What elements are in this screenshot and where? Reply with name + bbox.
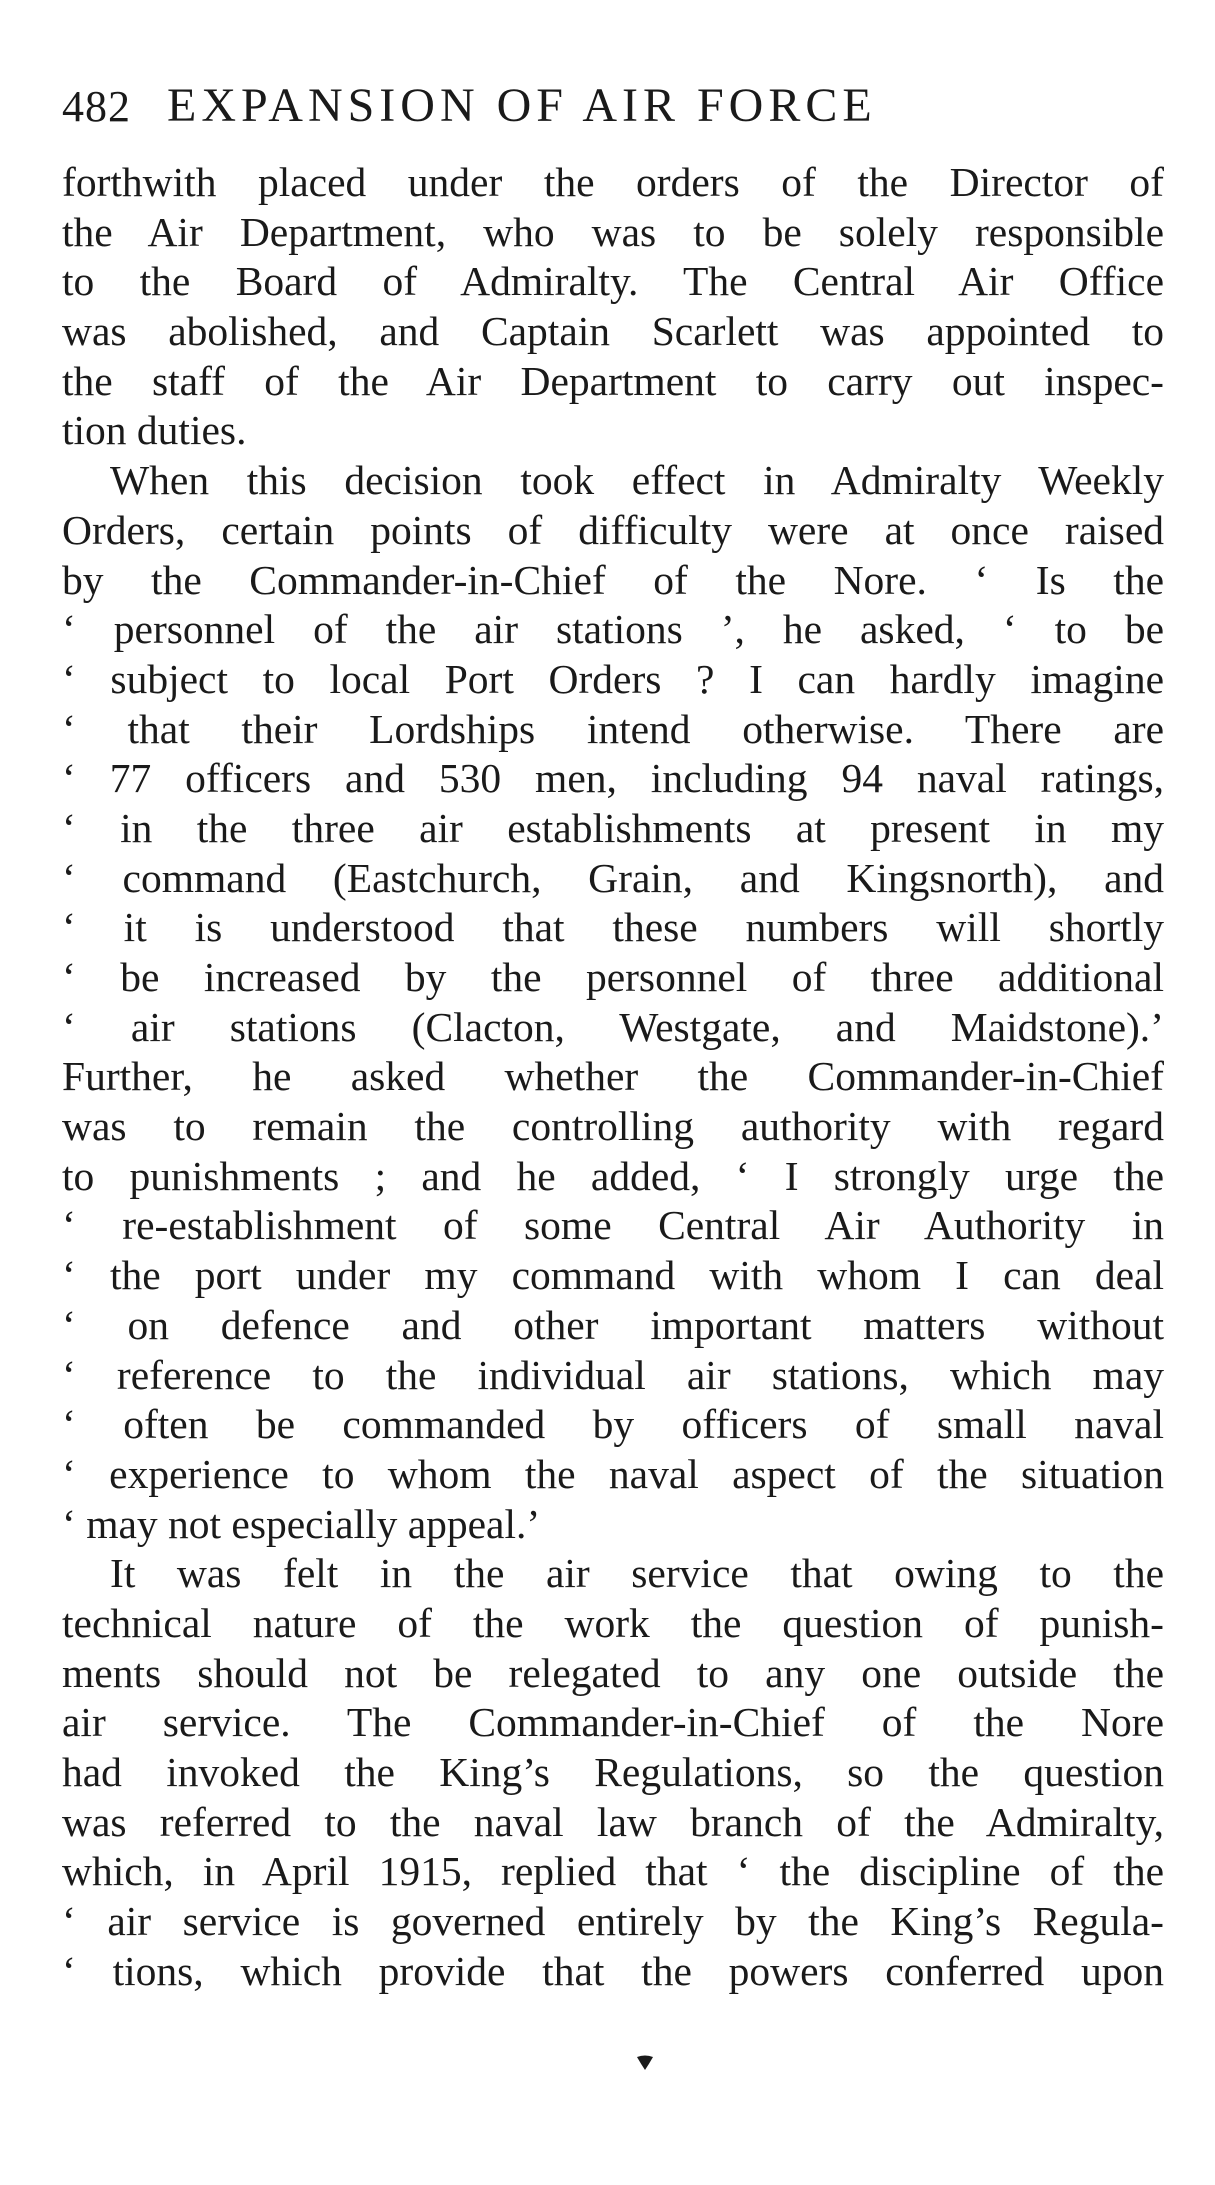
text-line: was abolished, and Captain Scarlett was appointed to xyxy=(62,308,1164,355)
leaf-ornament-icon xyxy=(636,2054,654,2072)
paragraph-1 xyxy=(62,158,1164,456)
text-line: to the Board of Admiralty. The Central Air Office xyxy=(62,258,1164,305)
text-line: Orders, certain points of difficulty were at once raised xyxy=(62,506,1164,553)
text-line: was referred to the naval law branch of the Admiralty, xyxy=(62,1798,1164,1845)
text-line: ‘ the port under my command with whom I can deal xyxy=(62,1252,1164,1299)
text-line: When this decision took effect in Admiralty Weekly xyxy=(110,457,1164,504)
page-header xyxy=(62,78,877,138)
text-line: ‘ 77 officers and 530 men, including 94 naval ratings, xyxy=(62,755,1164,802)
text-line: ‘ experience to whom the naval aspect of the situation xyxy=(62,1450,1164,1497)
paragraph-3 xyxy=(62,1549,1164,1996)
text-line: by the Commander-in-Chief of the Nore. ‘ Is the xyxy=(62,556,1164,603)
text-line: air service. The Commander-in-Chief of the Nore xyxy=(62,1699,1164,1746)
text-line: ments should not be relegated to any one outside the xyxy=(62,1649,1164,1696)
text-line: tion duties. xyxy=(62,407,247,454)
text-line: which, in April 1915, replied that ‘ the discipline of the xyxy=(62,1848,1164,1895)
text-line: technical nature of the work the question of punish- xyxy=(62,1599,1164,1646)
text-line: Further, he asked whether the Commander-in-Chief xyxy=(62,1053,1164,1100)
text-line: ‘ tions, which provide that the powers conferred upon xyxy=(62,1947,1164,1994)
paragraph-2 xyxy=(62,456,1164,1549)
text-line: ‘ on defence and other important matters without xyxy=(62,1301,1164,1348)
text-line: ‘ in the three air establishments at present in my xyxy=(62,804,1164,851)
text-line: ‘ subject to local Port Orders ? I can hardly imagine xyxy=(62,655,1164,702)
text-line: ‘ air service is governed entirely by the King’s Regula- xyxy=(62,1898,1164,1945)
text-line: the Air Department, who was to be solely responsible xyxy=(62,208,1164,255)
text-line: ‘ personnel of the air stations ’, he asked, ‘ to be xyxy=(62,606,1164,653)
body-text xyxy=(62,158,1164,1996)
text-line: the staff of the Air Department to carry out inspec- xyxy=(62,357,1164,404)
text-line: had invoked the King’s Regulations, so the question xyxy=(62,1749,1164,1795)
running-title: EXPANSION OF AIR FORCE xyxy=(167,79,877,132)
text-line: to punishments ; and he added, ‘ I strongly urge the xyxy=(62,1152,1164,1199)
text-line: ‘ that their Lordships intend otherwise. There are xyxy=(62,705,1164,752)
page-number: 482 xyxy=(62,82,131,131)
text-line: ‘ air stations (Clacton, Westgate, and Maidstone).’ xyxy=(62,1003,1164,1050)
text-line: was to remain the controlling authority with regard xyxy=(62,1103,1164,1150)
text-line: ‘ command (Eastchurch, Grain, and Kingsnorth), and xyxy=(62,854,1164,901)
text-line: ‘ re-establishment of some Central Air Authority in xyxy=(62,1202,1164,1249)
text-line: ‘ may not especially appeal.’ xyxy=(62,1500,541,1547)
text-line: ‘ reference to the individual air stations, which may xyxy=(62,1351,1164,1398)
text-line: ‘ often be commanded by officers of small naval xyxy=(62,1401,1164,1448)
text-line: forthwith placed under the orders of the Director of xyxy=(62,159,1164,205)
text-line: ‘ it is understood that these numbers will shortly xyxy=(62,904,1164,951)
text-line: It was felt in the air service that owing to the xyxy=(110,1550,1164,1597)
text-line: ‘ be increased by the personnel of three additional xyxy=(62,954,1164,1000)
